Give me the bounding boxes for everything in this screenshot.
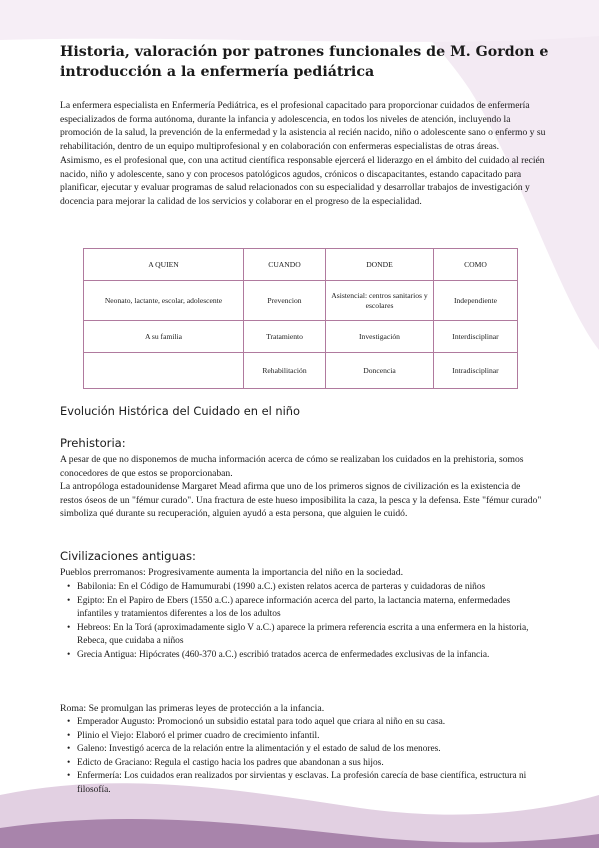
list-item-text: Grecia Antigua: Hipócrates (460-370 a.C.) escribió tratados acerca de enfermedades exclusivas de la infancia. [77,649,490,660]
table-cell: Investigación [326,321,434,353]
bullet-icon: • [67,649,71,660]
bullet-icon: • [67,757,71,768]
table-header-cell: COMO [434,249,518,281]
intro-paragraph: Asimismo, es el profesional que, con una actitud científica responsable ejercerá el liderazgo en el ámbito del cuidado al recién nacido, niño y adolescente, sano y con procesos patológicos agudos, crónicos o discapacitantes, estando capacitado para planificar, ejecutar y evaluar programas de salud relacionados con su especialidad y desarrollar trabajos de investigación y docencia para mejorar la calidad de los servicios y colaborar en el progreso de la especialidad. [60,154,545,207]
table-cell: Tratamiento [244,321,326,353]
table-header-cell: A QUIEN [84,249,244,281]
table-header-row [84,249,518,281]
bullet-icon: • [67,582,71,592]
list-item-text: Galeno: Investigó acerca de la relación entre la alimentación y el estado de salud de los menores. [77,744,441,755]
list-item [60,743,538,757]
list-item-text: Egipto: En el Papiro de Ebers (1550 a.C.) aparece información acerca del parto, la lactancia materna, enfermedades infantiles y tratamientos diferentes a los de los adultos [77,595,511,620]
page-title: Historia, valoración por patrones funcionales de M. Gordon e introducción a la enfermería pediátrica [60,44,549,80]
table-row [84,281,518,321]
table-cell: Prevencion [244,281,326,321]
list-item-text: Hebreos: En la Torá (aproximadamente siglo V a.C.) aparece la primera referencia escrita a una enfermera en la historia, Rebeca, que cuidaba a niños [77,622,529,647]
table-cell: A su familia [84,321,244,353]
list-item [60,730,538,744]
list-item [60,595,538,622]
prehistoria-heading: Prehistoria: [60,436,126,450]
list-item [60,716,538,730]
table-cell: Neonato, lactante, escolar, adolescente [84,281,244,321]
prehistoria-paragraph: La antropóloga estadounidense Margaret Mead afirma que uno de los primeros signos de civilización es la existencia de restos óseos de un "fémur curado". Una fractura de este hueso imposibilita la caza, la pesca y la defensa. Este "fémur curado" simboliza qué durante su recuperación, alguien ayudó a esta persona, que alguien le cuidó. [60,481,542,519]
list-item-text: Edicto de Graciano: Regula el castigo hacia los padres que abandonan a sus hijos. [77,757,384,768]
pueblos-prerromanos-text: Pueblos prerromanos: Progresivamente aumenta la importancia del niño en la sociedad. [60,567,404,578]
bullet-icon: • [67,744,71,755]
table-header-cell: CUANDO [244,249,326,281]
table-cell: Independiente [434,281,518,321]
roma-bullet-list [60,716,538,798]
list-item-text: Babilonia: En el Código de Hamumurabi (1990 a.C.) existen relatos acerca de parteras y cuidadoras de niños [77,582,486,592]
list-item [60,757,538,771]
list-item [60,581,538,595]
list-item [60,770,538,797]
bullet-icon: • [67,622,71,633]
list-item [60,622,538,649]
bullet-icon: • [67,595,71,606]
bullet-icon: • [67,730,71,741]
table-header-cell: DONDE [326,249,434,281]
table-cell: Asistencial: centros sanitarios y escolares [326,281,434,321]
table-cell: Intradisciplinar [434,353,518,389]
roma-text: Roma: Se promulgan las primeras leyes de protección a la infancia. [60,703,325,714]
pueblos-bullet-list [60,581,538,663]
prehistoria-text [60,453,544,521]
civilizaciones-heading: Civilizaciones antiguas: [60,549,196,563]
section-heading: Evolución Histórica del Cuidado en el niño [60,404,300,418]
list-item-text: Plinio el Viejo: Elaboró el primer cuadro de crecimiento infantil. [77,730,320,741]
intro-paragraph: La enfermera especialista en Enfermería Pediátrica, es el profesional capacitado para proporcionar cuidados de enfermería especializados de forma autónoma, durante la infancia y adolescencia, en todos los niveles de atención, incluyendo la promoción de la salud, la prevención de la enfermedad y la asistencia al recién nacido, niño o adolescente sano o enfermo y su rehabilitación, dentro de un equipo multiprofesional y en colaboración con enfermeras especialistas de otras áreas. [60,100,546,153]
prehistoria-paragraph: A pesar de que no disponemos de mucha información acerca de cómo se realizaban los cuidados en la prehistoria, somos conocedores de que estos se proporcionaban. [60,454,524,479]
table-cell [84,353,244,389]
table-row [84,321,518,353]
list-item-text: Emperador Augusto: Promocionó un subsidio estatal para todo aquel que criara al niño en su casa. [77,717,446,727]
table-cell: Doncencia [326,353,434,389]
table-cell: Rehabilitación [244,353,326,389]
intro-text [60,99,546,209]
table-cell: Interdisciplinar [434,321,518,353]
bullet-icon: • [67,717,71,727]
table-row [84,353,518,389]
bullet-icon: • [67,771,71,782]
list-item [60,649,538,663]
care-matrix-table [83,248,518,389]
list-item-text: Enfermería: Los cuidados eran realizados por sirvientas y esclavas. La profesión carecía de base científica, estructura ni filosofía. [77,771,527,795]
